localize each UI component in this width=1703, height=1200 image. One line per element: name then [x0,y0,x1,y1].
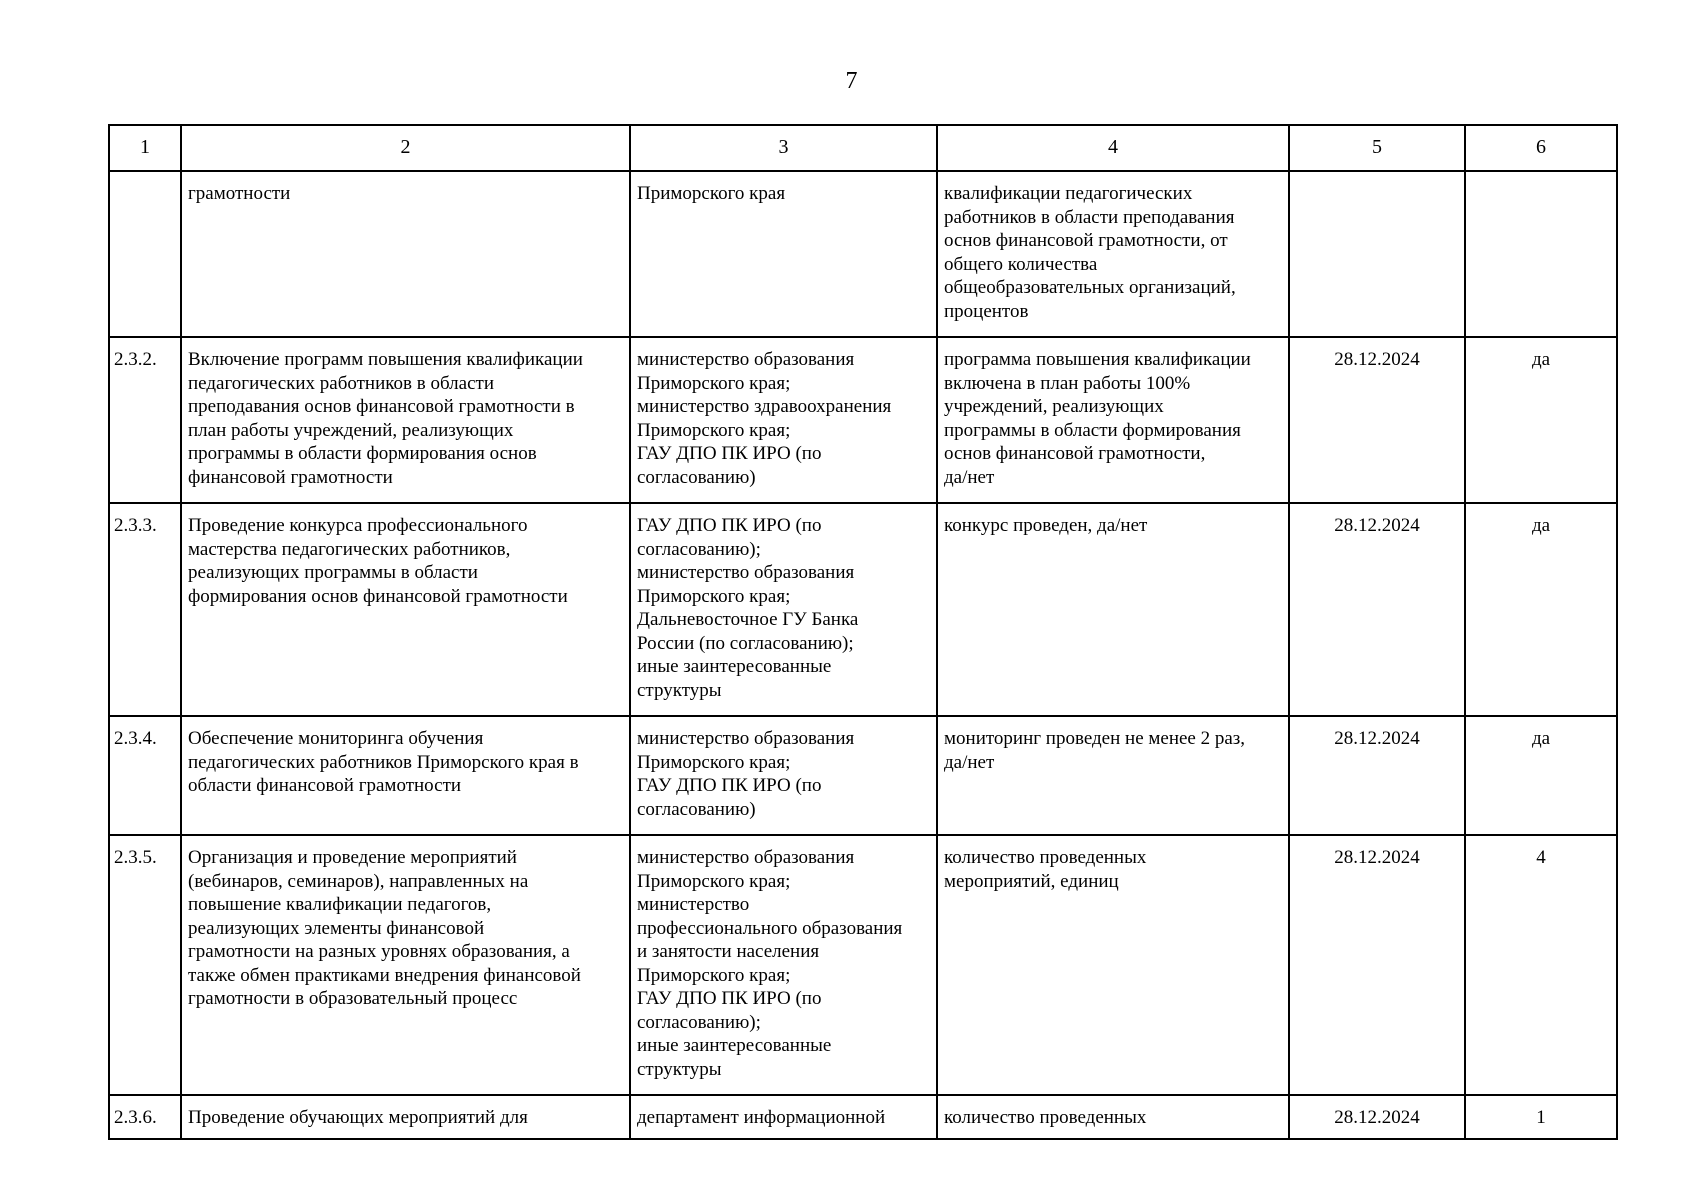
row-number: 2.3.6. [114,1107,157,1128]
deadline-date: 28.12.2024 [1334,728,1420,749]
measure-cell [181,337,630,503]
row-number-cell [109,835,181,1095]
indicator-cell [937,337,1289,503]
table-row [109,171,1617,337]
table-row [109,1095,1617,1139]
row-number-cell [109,716,181,835]
page-number: 7 [845,68,858,94]
measure-cell [181,171,630,337]
table-row [109,337,1617,503]
header-col-3: 3 [630,125,937,171]
executor-cell [630,835,937,1095]
executor-text: министерство образования Приморского края; ГАУ ДПО ПК ИРО (по согласованию) [637,728,855,820]
executor-cell [630,503,937,716]
value-cell [1465,337,1617,503]
measure-cell [181,1095,630,1139]
date-cell [1289,1095,1465,1139]
deadline-date: 28.12.2024 [1334,1107,1420,1128]
table-row [109,503,1617,716]
executor-text: министерство образования Приморского края; министерство здравоохранения Приморского края; ГАУ ДПО ПК ИРО (по согласованию) [637,349,892,488]
table-header-row [109,125,1617,171]
indicator-text: программа повышения квалификации включена в план работы 100% учреждений, реализующих программы в области формирования основ финансовой грамотности, да/нет [944,349,1251,488]
date-cell [1289,835,1465,1095]
measure-cell [181,835,630,1095]
date-cell [1289,716,1465,835]
indicator-cell [937,835,1289,1095]
date-cell [1289,337,1465,503]
measure-text: грамотности [188,183,291,204]
executor-cell [630,1095,937,1139]
value-cell [1465,835,1617,1095]
date-cell [1289,171,1465,337]
executor-cell [630,716,937,835]
measure-text: Организация и проведение мероприятий (вебинаров, семинаров), направленных на повышение квалификации педагогов, реализующих элементы финансовой грамотности на разных уровнях образования, а также обмен практиками внедрения финансовой грамотности в образовательный процесс [188,847,581,1009]
value-cell [1465,171,1617,337]
executor-text: департамент информационной [637,1107,886,1128]
measure-text: Включение программ повышения квалификации педагогических работников в области преподавания основ финансовой грамотности в план работы учреждений, реализующих программы в области формирования основ финансовой грамотности [188,349,583,488]
indicator-value: да [1531,349,1551,370]
row-number: 2.3.5. [114,847,157,868]
table-row [109,835,1617,1095]
header-col-5: 5 [1289,125,1465,171]
indicator-cell [937,716,1289,835]
row-number: 2.3.4. [114,728,157,749]
indicator-cell [937,171,1289,337]
deadline-date: 28.12.2024 [1334,515,1420,536]
indicator-value: да [1531,515,1551,536]
date-cell [1289,503,1465,716]
indicator-cell [937,1095,1289,1139]
header-col-2: 2 [181,125,630,171]
deadline-date: 28.12.2024 [1334,847,1420,868]
executor-text: министерство образования Приморского края; министерство профессионального образования и занятости населения Приморского края; ГАУ ДПО ПК ИРО (по согласованию); иные заинтересованные структуры [637,847,903,1080]
table-row [109,716,1617,835]
row-number-cell [109,337,181,503]
indicator-text: мониторинг проведен не менее 2 раз, да/нет [944,728,1246,773]
value-cell [1465,503,1617,716]
executor-cell [630,171,937,337]
measure-text: Обеспечение мониторинга обучения педагогических работников Приморского края в области финансовой грамотности [188,728,579,796]
value-cell [1465,716,1617,835]
indicator-text: количество проведенных мероприятий, единиц [944,847,1147,892]
indicator-value: да [1531,728,1551,749]
value-cell [1465,1095,1617,1139]
measure-cell [181,503,630,716]
measure-text: Проведение обучающих мероприятий для [188,1107,528,1128]
measure-text: Проведение конкурса профессионального мастерства педагогических работников, реализующих программы в области формирования основ финансовой грамотности [188,515,568,607]
indicator-value: 1 [1536,1107,1546,1128]
executor-text: Приморского края [637,183,786,204]
indicator-text: квалификации педагогических работников в области преподавания основ финансовой грамотности, от общего количества общеобразовательных организаций, процентов [944,183,1236,322]
row-number-cell [109,1095,181,1139]
header-col-1: 1 [109,125,181,171]
header-col-6: 6 [1465,125,1617,171]
row-number-cell [109,171,181,337]
measures-table [108,124,1618,1140]
header-col-4: 4 [937,125,1289,171]
row-number-cell [109,503,181,716]
row-number: 2.3.2. [114,349,157,370]
executor-text: ГАУ ДПО ПК ИРО (по согласованию); министерство образования Приморского края; Дальневосточное ГУ Банка России (по согласованию); иные заинтересованные структуры [637,515,859,701]
indicator-text: количество проведенных [944,1107,1147,1128]
indicator-text: конкурс проведен, да/нет [944,515,1148,536]
row-number: 2.3.3. [114,515,157,536]
executor-cell [630,337,937,503]
indicator-cell [937,503,1289,716]
deadline-date: 28.12.2024 [1334,349,1420,370]
measure-cell [181,716,630,835]
indicator-value: 4 [1536,847,1546,868]
